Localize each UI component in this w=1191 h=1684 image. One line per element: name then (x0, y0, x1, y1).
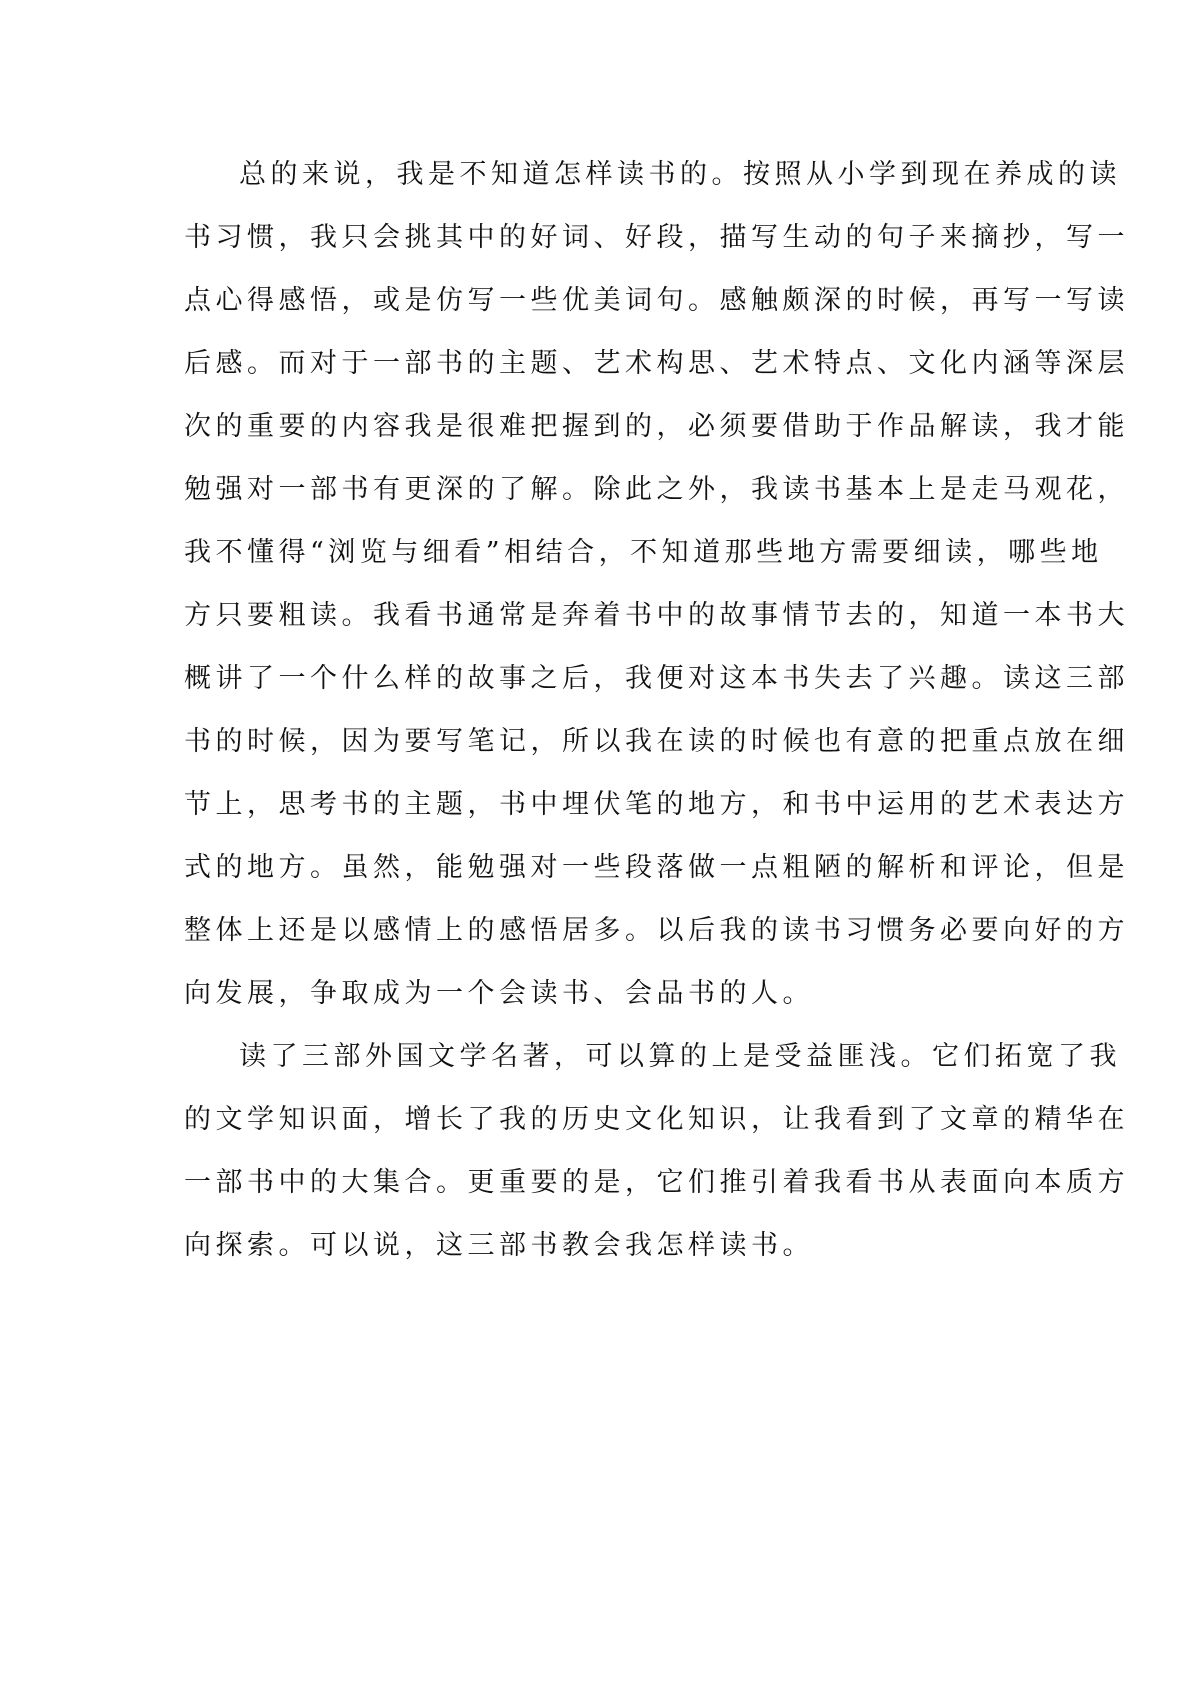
paragraph-line: 书习惯，我只会挑其中的好词、好段，描写生动的句子来摘抄，写一 (184, 222, 1129, 253)
paragraph-line: 节上，思考书的主题，书中埋伏笔的地方，和书中运用的艺术表达方 (184, 789, 1129, 820)
paragraph-line: 读了三部外国文学名著，可以算的上是受益匪浅。它们拓宽了我 (239, 1041, 1121, 1072)
paragraph-line: 总的来说，我是不知道怎样读书的。按照从小学到现在养成的读 (239, 159, 1121, 190)
paragraph-line: 方只要粗读。我看书通常是奔着书中的故事情节去的，知道一本书大 (184, 600, 1129, 631)
paragraph-2 (184, 1025, 1129, 1277)
paragraph-line: 后感。而对于一部书的主题、艺术构思、艺术特点、文化内涵等深层 (184, 348, 1129, 379)
paragraph-line: 整体上还是以感情上的感悟居多。以后我的读书习惯务必要向好的方 (184, 915, 1129, 946)
paragraph-line: 点心得感悟，或是仿写一些优美词句。感触颇深的时候，再写一写读 (184, 285, 1129, 316)
paragraph-line: 勉强对一部书有更深的了解。除此之外，我读书基本上是走马观花， (184, 474, 1129, 505)
paragraph-line: 书的时候，因为要写笔记，所以我在读的时候也有意的把重点放在细 (184, 726, 1129, 757)
body-text (184, 143, 1129, 1277)
paragraph-line: 向探索。可以说，这三部书教会我怎样读书。 (184, 1230, 814, 1261)
paragraph-line: 我不懂得“浏览与细看”相结合，不知道那些地方需要细读，哪些地 (184, 537, 1103, 568)
paragraph-line: 式的地方。虽然，能勉强对一些段落做一点粗陋的解析和评论，但是 (184, 852, 1129, 883)
paragraph-line: 概讲了一个什么样的故事之后，我便对这本书失去了兴趣。读这三部 (184, 663, 1129, 694)
paragraph-1 (184, 143, 1129, 1025)
paragraph-line: 向发展，争取成为一个会读书、会品书的人。 (184, 978, 814, 1009)
paragraph-line: 次的重要的内容我是很难把握到的，必须要借助于作品解读，我才能 (184, 411, 1129, 442)
paragraph-line: 一部书中的大集合。更重要的是，它们推引着我看书从表面向本质方 (184, 1167, 1129, 1198)
paragraph-line: 的文学知识面，增长了我的历史文化知识，让我看到了文章的精华在 (184, 1104, 1129, 1135)
